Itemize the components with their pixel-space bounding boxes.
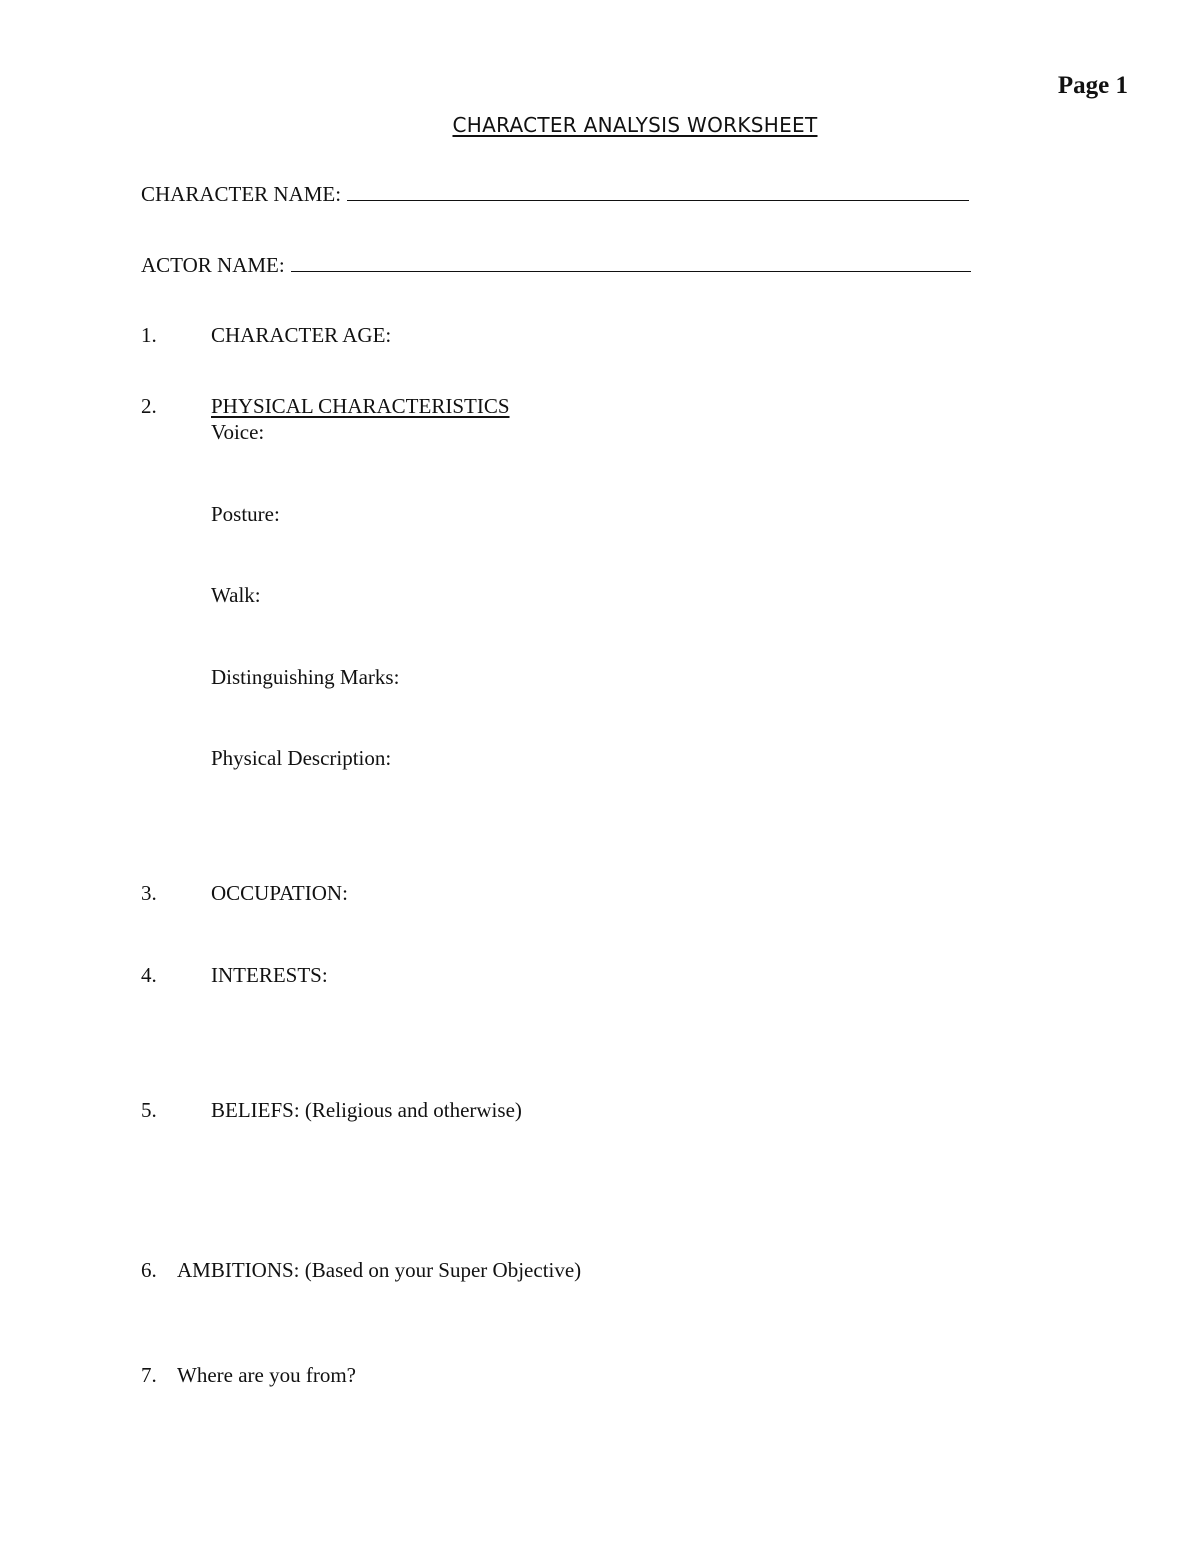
sub-item-distinguishing-marks: Distinguishing Marks: [211, 665, 400, 689]
item-number-3: 3. [141, 881, 157, 905]
page-number: Page 1 [1057, 72, 1128, 99]
item-interests: INTERESTS: [211, 963, 328, 987]
item-character-age: CHARACTER AGE: [211, 323, 392, 347]
item-occupation: OCCUPATION: [211, 881, 348, 905]
actor-name-blank[interactable] [291, 270, 971, 272]
item-where-from: Where are you from? [177, 1363, 356, 1387]
item-number-7: 7. [141, 1363, 157, 1387]
item-number-1: 1. [141, 323, 157, 347]
page-title: CHARACTER ANALYSIS WORKSHEET [452, 113, 818, 137]
sub-item-physical-description: Physical Description: [211, 746, 392, 770]
sub-item-voice: Voice: [211, 420, 265, 444]
item-number-2: 2. [141, 394, 157, 418]
item-number-6: 6. [141, 1258, 157, 1282]
item-physical-characteristics: PHYSICAL CHARACTERISTICS [211, 394, 510, 418]
character-name-blank[interactable] [347, 199, 969, 201]
item-number-4: 4. [141, 963, 157, 987]
character-name-field[interactable] [141, 182, 969, 207]
character-name-label: CHARACTER NAME: [141, 182, 342, 206]
item-beliefs: BELIEFS: (Religious and otherwise) [211, 1098, 522, 1122]
actor-name-field[interactable] [141, 253, 971, 278]
item-ambitions: AMBITIONS: (Based on your Super Objective) [177, 1258, 582, 1282]
actor-name-label: ACTOR NAME: [141, 253, 285, 277]
sub-item-walk: Walk: [211, 583, 261, 607]
item-number-5: 5. [141, 1098, 157, 1122]
sub-item-posture: Posture: [211, 502, 280, 526]
